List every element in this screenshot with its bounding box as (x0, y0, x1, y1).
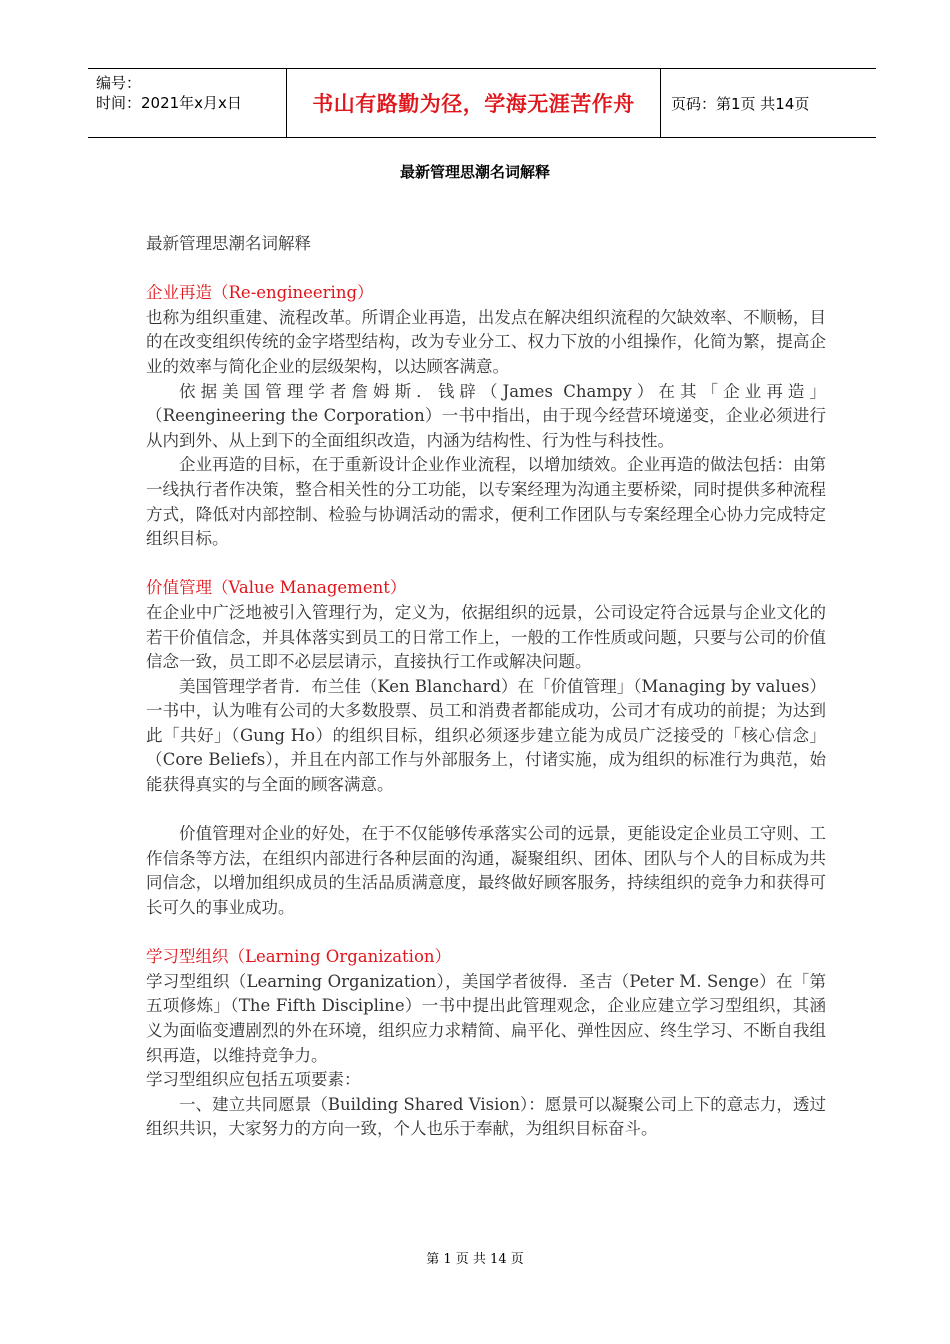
header-motto: 书山有路勤为径，学海无涯苦作舟 (312, 92, 635, 116)
section-heading-learning-organization: 学习型组织（Learning Organization） (146, 947, 452, 967)
spacer (146, 921, 826, 946)
section-heading-value-management: 价值管理（Value Management） (146, 578, 407, 598)
header-divider (660, 69, 661, 137)
paragraph: 企业再造的目标，在于重新设计企业作业流程，以增加绩效。企业再造的做法包括：由第一线执行者作决策，整合相关性的分工功能，以专案经理为沟通主要桥梁，同时提供多种流程方式，降低对内部控制、检验与协调活动的需求，便利工作团队与专案经理全心协力完成特定组织目标。 (146, 455, 826, 549)
spacer (146, 257, 826, 282)
intro-line: 最新管理思潮名词解释 (146, 234, 311, 253)
paragraph: 价值管理对企业的好处，在于不仅能够传承落实公司的远景，更能设定企业员工守则、工作信条等方法，在组织内部进行各种层面的沟通，凝聚组织、团体、团队与个人的目标成为共同信念，以增加组织成员的生活品质满意度，最终做好顾客服务，持续组织的竞争力和获得可长可久的事业成功。 (146, 824, 826, 918)
header-meta (96, 73, 286, 113)
page-header (88, 68, 876, 138)
serial-label: 编号： (96, 74, 142, 92)
paragraph: 学习型组织应包括五项要素： (146, 1070, 361, 1090)
document-body (146, 232, 826, 1142)
paragraph: 学习型组织（Learning Organization），美国学者彼得．圣吉（Peter M. Senge）在「第五项修炼」（The Fifth Discipline）一书中提出此管理观念，企业应建立学习型组织，其涵义为面临变遭剧烈的外在环境，组织应力求精简、扁平化、弹性因应、终生学习、不断自我组织再造，以维持竞争力。 (146, 971, 826, 1065)
paragraph: 美国管理学者肯．布兰佳（Ken Blanchard）在「价值管理」（Managing by values）一书中，认为唯有公司的大多数股票、员工和消费者都能成功，公司才有成功的前提；为达到此「共好」（Gung Ho）的组织目标，组织必须逐步建立能为成员广泛接受的「核心信念」（Core Beliefs），并且在内部工作与外部服务上，付诸实施，成为组织的标准行为典范，始能获得真实的与全面的顾客满意。 (146, 676, 826, 795)
page-footer: 第 1 页 共 14 页 (426, 1252, 524, 1267)
section-heading-reengineering: 企业再造（Re-engineering） (146, 283, 374, 303)
header-page-info: 页码：第1页 共14页 (671, 94, 810, 113)
spacer (146, 798, 826, 823)
spacer (146, 552, 826, 577)
paragraph: 依据美国管理学者詹姆斯．钱辟（James Champy）在其「企业再造」（Reengineering the Corporation）一书中指出，由于现今经营环境递变，企业必须进行从内到外、从上到下的全面组织改造，内涵为结构性、行为性与科技性。 (146, 381, 826, 450)
date-line: 时间：2021年x月x日 (96, 94, 242, 112)
document-title: 最新管理思潮名词解释 (399, 163, 550, 181)
paragraph: 也称为组织重建、流程改革。所谓企业再造，出发点在解决组织流程的欠缺效率、不顺畅，目的在改变组织传统的金字塔型结构，改为专业分工、权力下放的小组操作，化简为繁，提高企业的效率与简化企业的层级架构，以达顾客满意。 (146, 307, 826, 376)
paragraph: 一、建立共同愿景（Building Shared Vision）：愿景可以凝聚公司上下的意志力，透过组织共识，大家努力的方向一致，个人也乐于奉献，为组织目标奋斗。 (146, 1094, 826, 1139)
paragraph: 在企业中广泛地被引入管理行为，定义为，依据组织的远景，公司设定符合远景与企业文化的若干价值信念，并具体落实到员工的日常工作上，一般的工作性质或问题，只要与公司的价值信念一致，员工即不必层层请示，直接执行工作或解决问题。 (146, 602, 826, 672)
